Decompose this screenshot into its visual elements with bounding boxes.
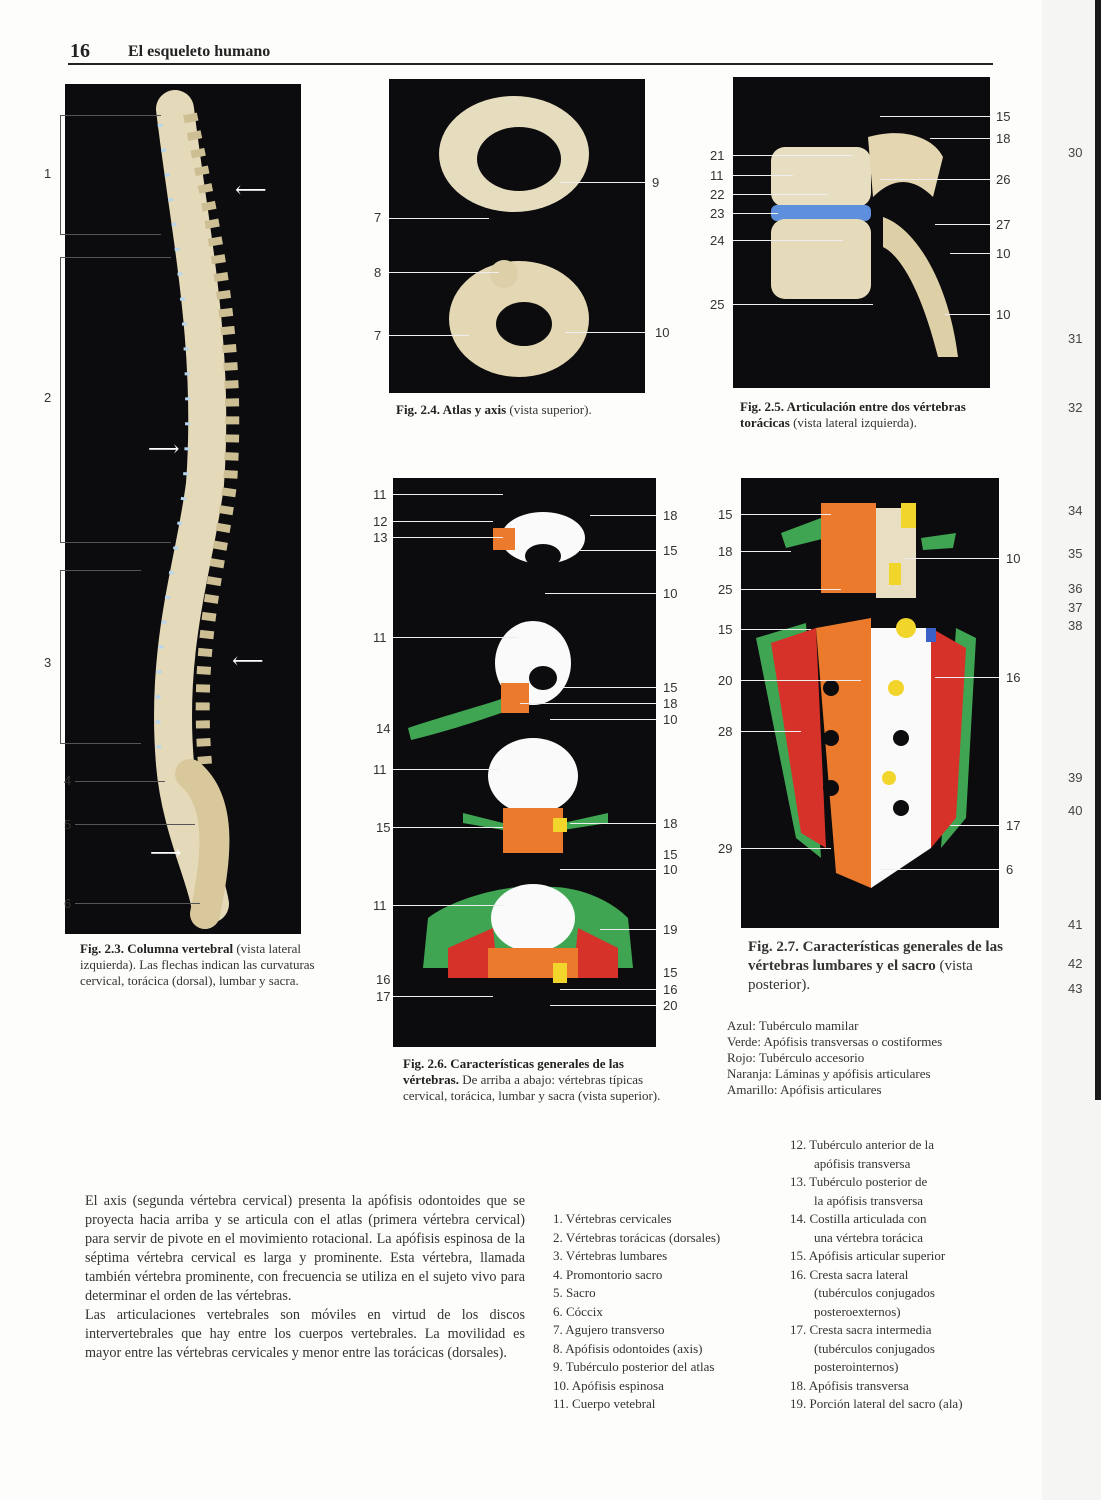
legend-list-2 <box>790 1136 963 1414</box>
leader-line <box>741 680 861 681</box>
next-page-label: 30 <box>1068 145 1083 160</box>
leader-line <box>945 314 990 315</box>
leader-line <box>570 823 656 824</box>
spine-label-2: 2 <box>44 390 52 405</box>
fig26-label-15: 15 <box>376 820 391 835</box>
next-page-label: 41 <box>1068 917 1083 932</box>
vertebrae-illustration <box>393 478 656 1047</box>
fig27-label-15b: 15 <box>718 622 733 637</box>
list-item: 12. Tubérculo anterior de la <box>790 1137 935 1152</box>
fig26-label-r20: 20 <box>663 998 678 1013</box>
fig24-label-9: 9 <box>652 175 660 190</box>
fig27-label-28: 28 <box>718 724 733 739</box>
fig25-label-11: 11 <box>710 168 724 183</box>
fig25-label-24: 24 <box>710 233 725 248</box>
leader-line <box>393 827 503 828</box>
leader-line <box>550 1005 656 1006</box>
fig26-label-17: 17 <box>376 989 391 1004</box>
fig26-label-r15c: 15 <box>663 847 678 862</box>
fig27-label-r10: 10 <box>1006 551 1021 566</box>
next-page-label: 43 <box>1068 981 1083 996</box>
fig23-caption <box>80 941 338 989</box>
leader-line <box>741 589 841 590</box>
bracket-thoracic <box>60 257 171 543</box>
fig25-label-26: 26 <box>996 172 1011 187</box>
fig27-color-legend <box>727 1018 1007 1098</box>
list-item: 16. Cresta sacra lateral <box>790 1266 909 1282</box>
fig26-label-r18c: 18 <box>663 816 678 831</box>
fig25-thoracic-photo <box>733 77 990 388</box>
fig27-label-20: 20 <box>718 673 733 688</box>
list-item: 19. Porción lateral del sacro (ala) <box>790 1396 963 1411</box>
bracket-lumbar <box>60 570 141 744</box>
page-number: 16 <box>70 40 90 62</box>
fig26-label-r15a: 15 <box>663 543 678 558</box>
leader-line <box>880 869 999 870</box>
leader-line <box>880 179 990 180</box>
paragraph: El axis (segunda vértebra cervical) presenta la apófisis odontoides que se proyecta hacia arriba y se articula con el atlas (primera vértebra cervical) para servir de pivote en el movimiento rotacional. La apófisis espinosa de la séptima vértebra cervical es larga y prominente. Esta vértebra, llamada también vértebra prominente, con frecuencia se utiliza en el sujeto vivo para determinar el orden de las vértebras. <box>85 1193 525 1304</box>
fig25-caption <box>740 399 995 431</box>
next-page-photo-edge <box>1095 0 1101 1100</box>
fig27-caption <box>748 938 1004 995</box>
leader-line <box>560 869 656 870</box>
fig26-label-r19: 19 <box>663 922 678 937</box>
list-item: 18. Apófisis transversa <box>790 1377 909 1393</box>
fig24-label-8: 8 <box>374 265 382 280</box>
leader-line <box>393 537 503 538</box>
arrow-right-icon: ⟶ <box>150 840 182 865</box>
list-item: 2. Vértebras torácicas (dorsales) <box>553 1229 721 1245</box>
leader-line <box>389 272 499 273</box>
fig25-label-23: 23 <box>710 206 725 221</box>
list-item: 7. Agujero transverso <box>553 1322 665 1337</box>
spine-label-1: 1 <box>44 166 52 181</box>
running-title: El esqueleto humano <box>128 43 271 60</box>
spine-label-5: 5 <box>64 817 72 832</box>
fig26-label-r10c: 10 <box>663 862 678 877</box>
leader-line <box>880 116 990 117</box>
leader-line <box>75 824 195 825</box>
fig24-label-7b: 7 <box>374 328 382 343</box>
legend-green: Verde: Apófisis transversas o costiformes <box>727 1034 943 1049</box>
fig27-label-29: 29 <box>718 841 733 856</box>
leader-line <box>565 332 645 333</box>
fig25-label-10a: 10 <box>996 246 1011 261</box>
spine-label-4: 4 <box>64 773 72 788</box>
next-page-label: 38 <box>1068 618 1083 633</box>
list-item: 10. Apófisis espinosa <box>553 1377 664 1393</box>
caption-title: Fig. 2.7. Características generales de las vértebras lumbares y el sacro <box>748 939 1003 974</box>
leader-line <box>950 825 999 826</box>
leader-line <box>935 677 999 678</box>
leader-line <box>560 989 656 990</box>
leader-line <box>550 719 656 720</box>
leader-line <box>393 769 498 770</box>
next-page-label: 42 <box>1068 956 1083 971</box>
leader-line <box>741 551 791 552</box>
fig25-label-22: 22 <box>710 187 725 202</box>
fig25-label-10b: 10 <box>996 307 1011 322</box>
leader-line <box>741 848 831 849</box>
legend-orange: Naranja: Láminas y apófisis articulares <box>727 1066 931 1081</box>
leader-line <box>393 996 493 997</box>
caption-text: (vista superior). <box>506 402 592 417</box>
leader-line <box>520 703 656 704</box>
leader-line <box>389 218 489 219</box>
bracket-cervical <box>60 115 161 235</box>
leader-line <box>545 593 656 594</box>
next-page-label: 31 <box>1068 331 1083 346</box>
fig26-label-14: 14 <box>376 721 391 736</box>
next-page-label: 36 <box>1068 581 1083 596</box>
leader-line <box>393 905 503 906</box>
leader-line <box>393 637 518 638</box>
leader-line <box>930 138 990 139</box>
list-item: 6. Cóccix <box>553 1303 603 1319</box>
legend-yellow: Amarillo: Apófisis articulares <box>727 1082 882 1097</box>
spine-label-6: 6 <box>64 896 72 911</box>
fig26-label-r15d: 15 <box>663 965 678 980</box>
next-page-label: 37 <box>1068 600 1083 615</box>
fig26-label-r15b: 15 <box>663 680 678 695</box>
leader-line <box>733 240 843 241</box>
fig26-label-11d: 11 <box>373 898 387 913</box>
caption-text: (vista lateral izquierda). Las flechas indican las curvaturas cervical, torácica (dorsal), lumbar y sacra. <box>80 941 315 988</box>
leader-line <box>590 515 656 516</box>
leader-line <box>733 175 793 176</box>
leader-line <box>600 929 656 930</box>
leader-line <box>75 903 200 904</box>
legend-red: Rojo: Tubérculo accesorio <box>727 1050 865 1065</box>
list-item: 17. Cresta sacra intermedia <box>790 1322 932 1337</box>
fig26-label-11c: 11 <box>373 762 387 777</box>
fig27-lumbar-sacrum-photo <box>741 478 999 928</box>
fig26-label-r10a: 10 <box>663 586 678 601</box>
leader-line <box>905 558 999 559</box>
fig27-label-r6: 6 <box>1006 862 1014 877</box>
caption-title: Fig. 2.3. Columna vertebral <box>80 941 234 956</box>
list-item: 3. Vértebras lumbares <box>553 1248 668 1263</box>
leader-line <box>389 335 469 336</box>
fig26-vertebrae-photo <box>393 478 656 1047</box>
leader-line <box>393 494 503 495</box>
leader-line <box>75 781 165 782</box>
legend-blue: Azul: Tubérculo mamilar <box>727 1018 859 1033</box>
fig26-label-11a: 11 <box>373 487 387 502</box>
leader-line <box>741 514 831 515</box>
arrow-left-icon: ⟵ <box>232 648 264 673</box>
next-page-label: 39 <box>1068 770 1083 785</box>
leader-line <box>733 155 853 156</box>
list-item: 15. Apófisis articular superior <box>790 1248 946 1263</box>
leader-line <box>950 253 990 254</box>
leader-line <box>733 304 873 305</box>
header-rule <box>68 63 993 65</box>
caption-title: Fig. 2.5. Articulación entre dos vértebras torácicas <box>740 399 966 430</box>
list-item: 14. Costilla articulada con <box>790 1211 927 1226</box>
fig26-label-r18a: 18 <box>663 508 678 523</box>
caption-text: De arriba a abajo: vértebras típicas cervical, torácica, lumbar y sacra (vista superior). <box>403 1072 661 1103</box>
list-item: posteroexternos) <box>814 1303 901 1319</box>
next-page-label: 40 <box>1068 803 1083 818</box>
arrow-left-icon: ⟵ <box>235 177 267 202</box>
fig26-label-12: 12 <box>373 514 388 529</box>
fig27-label-15a: 15 <box>718 507 733 522</box>
list-item: 5. Sacro <box>553 1285 596 1300</box>
fig24-caption <box>396 402 646 418</box>
leader-line <box>741 731 801 732</box>
leader-line <box>560 687 656 688</box>
fig26-label-r10b: 10 <box>663 712 678 727</box>
fig26-label-16: 16 <box>376 972 391 987</box>
caption-title: Fig. 2.6. Características generales de las vértebras. <box>403 1056 624 1087</box>
fig26-label-r16: 16 <box>663 982 678 997</box>
list-item: 4. Promontorio sacro <box>553 1266 663 1282</box>
leader-line <box>393 521 493 522</box>
next-page-label: 35 <box>1068 546 1083 561</box>
list-item: (tubérculos conjugados <box>814 1340 935 1356</box>
fig25-label-27: 27 <box>996 217 1011 232</box>
list-item: 1. Vértebras cervicales <box>553 1211 672 1226</box>
fig25-label-18: 18 <box>996 131 1011 146</box>
fig26-caption <box>403 1056 663 1104</box>
fig25-label-21: 21 <box>710 148 725 163</box>
lumbar-sacrum-illustration <box>741 478 999 928</box>
fig27-label-25: 25 <box>718 582 733 597</box>
thoracic-illustration <box>733 77 990 388</box>
fig24-label-7a: 7 <box>374 210 382 225</box>
list-item: apófisis transversa <box>814 1155 911 1171</box>
fig27-label-r16: 16 <box>1006 670 1021 685</box>
next-page-label: 34 <box>1068 503 1083 518</box>
fig25-label-15: 15 <box>996 109 1011 124</box>
leader-line <box>935 224 990 225</box>
list-item: (tubérculos conjugados <box>814 1285 935 1300</box>
legend-list-1 <box>553 1210 720 1414</box>
list-item: 8. Apófisis odontoides (axis) <box>553 1340 703 1356</box>
body-text <box>85 1192 525 1363</box>
list-item: 11. Cuerpo vetebral <box>553 1396 656 1411</box>
leader-line <box>580 550 656 551</box>
fig24-label-10: 10 <box>655 325 670 340</box>
leader-line <box>733 194 828 195</box>
leader-line <box>733 213 778 214</box>
list-item: posterointernos) <box>814 1359 899 1374</box>
next-page-edge <box>1042 0 1101 1500</box>
fig26-label-11b: 11 <box>373 630 387 645</box>
fig26-label-r18b: 18 <box>663 696 678 711</box>
list-item: 9. Tubérculo posterior del atlas <box>553 1359 715 1374</box>
paragraph: Las articulaciones vertebrales son móviles en virtud de los discos intervertebrales que hay entre los cuerpos vertebrales. La movilidad es mayor entre las vértebras cervicales y menor entre las torácicas (dorsales). <box>85 1307 525 1361</box>
fig24-atlas-axis-photo <box>389 79 645 393</box>
leader-line <box>560 182 645 183</box>
atlas-axis-illustration <box>389 79 645 393</box>
caption-text: (vista posterior). <box>748 958 973 993</box>
list-item: una vértebra torácica <box>814 1229 923 1245</box>
list-item: 13. Tubérculo posterior de <box>790 1174 928 1189</box>
spine-label-3: 3 <box>44 655 52 670</box>
fig26-label-13: 13 <box>373 530 388 545</box>
list-item: la apófisis transversa <box>814 1192 924 1208</box>
caption-title: Fig. 2.4. Atlas y axis <box>396 402 507 417</box>
fig27-label-r17: 17 <box>1006 818 1021 833</box>
next-page-label: 32 <box>1068 400 1083 415</box>
fig25-label-25: 25 <box>710 297 725 312</box>
caption-text: (vista lateral izquierda). <box>789 415 917 430</box>
fig27-label-18: 18 <box>718 544 733 559</box>
arrow-right-icon: ⟶ <box>148 436 180 461</box>
leader-line <box>741 629 811 630</box>
